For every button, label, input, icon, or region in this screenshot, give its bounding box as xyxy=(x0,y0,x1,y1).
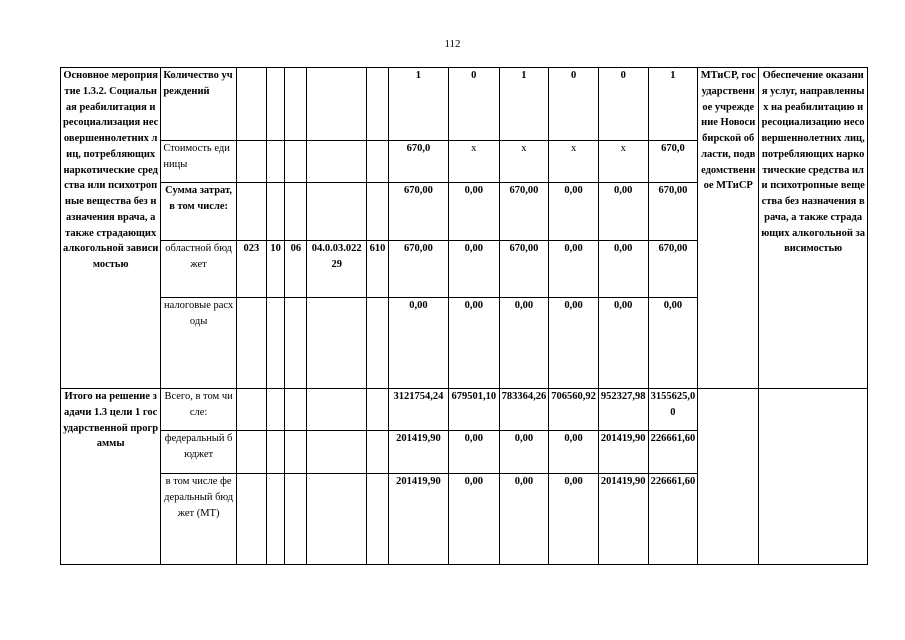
value-cell: x xyxy=(549,141,599,183)
grbs-code: 023 xyxy=(236,241,266,298)
executor: МТиСР, государственное учреждение Новосибирской области, подведомственное МТиСР xyxy=(698,68,759,389)
vr-code: 610 xyxy=(367,241,389,298)
table-row xyxy=(61,68,868,141)
value-cell: 670,0 xyxy=(388,141,448,183)
expected-result: Обеспечение оказания услуг, направленных на реабилитацию и ресоциализацию несовершеннолетних лиц, потребляющих наркотические средства или психотропные вещества без назначения врача, а также страдающих алкогольной зависимостью xyxy=(759,68,868,389)
value-cell: 706560,92 xyxy=(549,389,599,431)
pr-code: 06 xyxy=(285,241,307,298)
value-cell: 670,0 xyxy=(648,141,698,183)
program-table xyxy=(60,67,868,565)
value-cell: 0,00 xyxy=(598,183,648,241)
task-total-name: Итого на решение задачи 1.3 цели 1 государственной программы xyxy=(61,389,161,565)
row-label: Всего, в том числе: xyxy=(161,389,237,431)
value-cell: 0,00 xyxy=(598,298,648,389)
value-cell: 0,00 xyxy=(499,474,549,565)
value-cell: x xyxy=(448,141,499,183)
value-cell: 1 xyxy=(499,68,549,141)
value-cell: 952327,98 xyxy=(598,389,648,431)
value-cell: 0,00 xyxy=(448,241,499,298)
value-cell: 0,00 xyxy=(549,241,599,298)
value-cell: 0,00 xyxy=(499,431,549,474)
row-label: областной бюджет xyxy=(161,241,237,298)
value-cell: 3121754,24 xyxy=(388,389,448,431)
value-cell: 0,00 xyxy=(549,431,599,474)
value-cell: 679501,10 xyxy=(448,389,499,431)
value-cell: 0,00 xyxy=(549,183,599,241)
row-label: Стоимость единицы xyxy=(161,141,237,183)
value-cell: 201419,90 xyxy=(598,474,648,565)
page-number: 112 xyxy=(444,38,461,50)
value-cell: 670,00 xyxy=(648,183,698,241)
row-label: Сумма затрат, в том числе: xyxy=(161,183,237,241)
value-cell: 0,00 xyxy=(448,183,499,241)
value-cell: 0,00 xyxy=(448,298,499,389)
value-cell: 201419,90 xyxy=(598,431,648,474)
value-cell: 201419,90 xyxy=(388,431,448,474)
value-cell: x xyxy=(598,141,648,183)
row-label: Количество учреждений xyxy=(161,68,237,141)
value-cell: 3155625,00 xyxy=(648,389,698,431)
value-cell: 0 xyxy=(598,68,648,141)
value-cell: 0,00 xyxy=(598,241,648,298)
table-row xyxy=(61,389,868,431)
value-cell: 226661,60 xyxy=(648,431,698,474)
value-cell: 670,00 xyxy=(499,183,549,241)
value-cell: 1 xyxy=(648,68,698,141)
value-cell: 0,00 xyxy=(549,474,599,565)
value-cell: 0,00 xyxy=(549,298,599,389)
value-cell: x xyxy=(499,141,549,183)
value-cell: 670,00 xyxy=(648,241,698,298)
value-cell: 783364,26 xyxy=(499,389,549,431)
value-cell: 1 xyxy=(388,68,448,141)
value-cell: 201419,90 xyxy=(388,474,448,565)
activity-name: Основное мероприятие 1.3.2. Социальная реабилитация и ресоциализация несовершеннолетних лиц, потребляющих наркотические средства или психотропные вещества без назначения врача, а также страдающих алкогольной зависимостью xyxy=(61,68,161,389)
row-label: налоговые расходы xyxy=(161,298,237,389)
value-cell: 0,00 xyxy=(648,298,698,389)
value-cell: 670,00 xyxy=(499,241,549,298)
value-cell: 0,00 xyxy=(388,298,448,389)
value-cell: 0 xyxy=(549,68,599,141)
value-cell: 670,00 xyxy=(388,241,448,298)
rz-code: 10 xyxy=(266,241,285,298)
value-cell: 0,00 xyxy=(448,474,499,565)
value-cell: 0,00 xyxy=(448,431,499,474)
row-label: федеральный бюджет xyxy=(161,431,237,474)
value-cell: 0 xyxy=(448,68,499,141)
value-cell: 670,00 xyxy=(388,183,448,241)
value-cell: 226661,60 xyxy=(648,474,698,565)
csr-code: 04.0.03.02229 xyxy=(307,241,367,298)
row-label: в том числе федеральный бюджет (МТ) xyxy=(161,474,237,565)
value-cell: 0,00 xyxy=(499,298,549,389)
